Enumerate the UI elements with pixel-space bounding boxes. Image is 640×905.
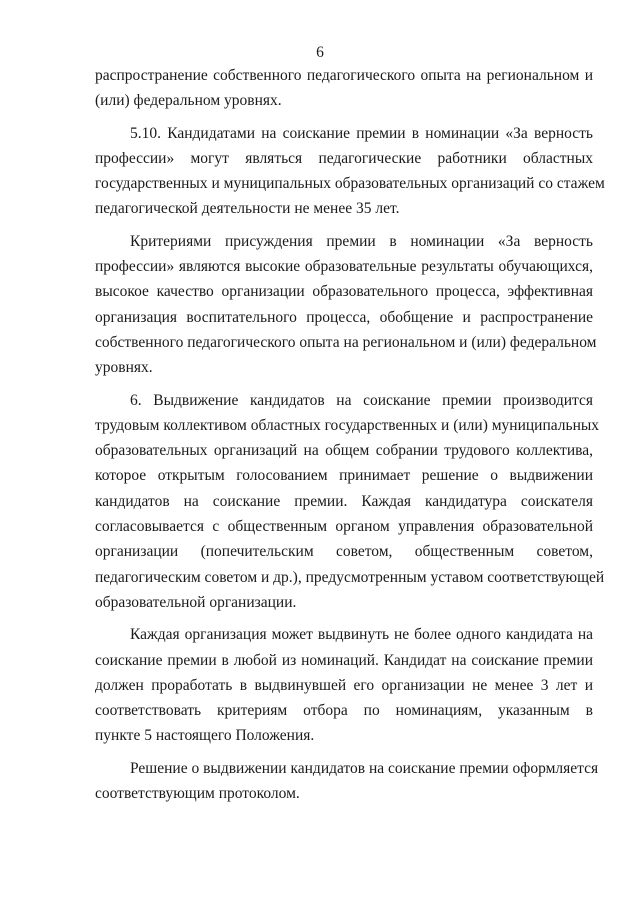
text-line: соответствующим протоколом. [95,785,300,803]
text-line: педагогической деятельности не менее 35 лет. [95,200,400,218]
text-line: 5.10. Кандидатами на соискание премии в номинации «За верность [130,124,593,142]
text-line: образовательных организаций на общем собрании трудового коллектива, [95,442,593,460]
text-line: соответствовать критериям отбора по номинациям, указанным в [95,702,593,720]
text-line: профессии» могут являться педагогические работники областных [95,149,593,167]
text-line: уровнях. [95,359,153,377]
text-line: образовательной организации. [95,593,297,611]
text-line: педагогическим советом и др.), предусмотренным уставом соответствующей [95,568,605,586]
paragraph-criteria [95,229,597,381]
text-line: Решение о выдвижении кандидатов на соискание премии оформляется [130,759,599,777]
text-line: организации (попечительским советом, общественным советом, [95,543,593,561]
text-line: 6. Выдвижение кандидатов на соискание премии производится [130,391,593,409]
paragraph-nomination-limit [95,622,593,748]
paragraph-section-6 [95,388,605,616]
text-line: собственного педагогического опыта на региональном и (или) федеральном [95,333,597,351]
paragraph-continuation [95,63,593,114]
text-line: распространение собственного педагогического опыта на региональном и [95,67,593,84]
text-line: кандидатов на соискание премии. Каждая кандидатура соискателя [95,492,593,510]
text-line: высокое качество организации образовательного процесса, эффективная [95,283,593,301]
text-line: Каждая организация может выдвинуть не более одного кандидата на [130,626,593,644]
paragraph-5-10 [95,121,605,222]
page-number: 6 [316,44,324,61]
text-line: государственных и муниципальных образовательных организаций со стажем [95,175,605,193]
document-body [95,63,605,806]
text-line: Критериями присуждения премии в номинации «За верность [130,232,593,250]
text-line: согласовывается с общественным органом управления образовательной [95,518,593,536]
paragraph-decision [95,756,599,807]
text-line: профессии» являются высокие образовательные результаты обучающихся, [95,258,593,276]
text-line: организация воспитательного процесса, обобщение и распространение [95,308,593,326]
text-line: которое открытым голосованием принимает решение о выдвижении [95,467,593,485]
text-line: должен проработать в выдвинувшей его организации не менее 3 лет и [95,676,593,694]
text-line: соискание премии в любой из номинаций. Кандидат на соискание премии [95,651,593,669]
text-line: трудовым коллективом областных государственных и (или) муниципальных [95,416,600,434]
text-line: пункте 5 настоящего Положения. [95,727,315,745]
text-line: (или) федеральном уровнях. [95,92,282,110]
